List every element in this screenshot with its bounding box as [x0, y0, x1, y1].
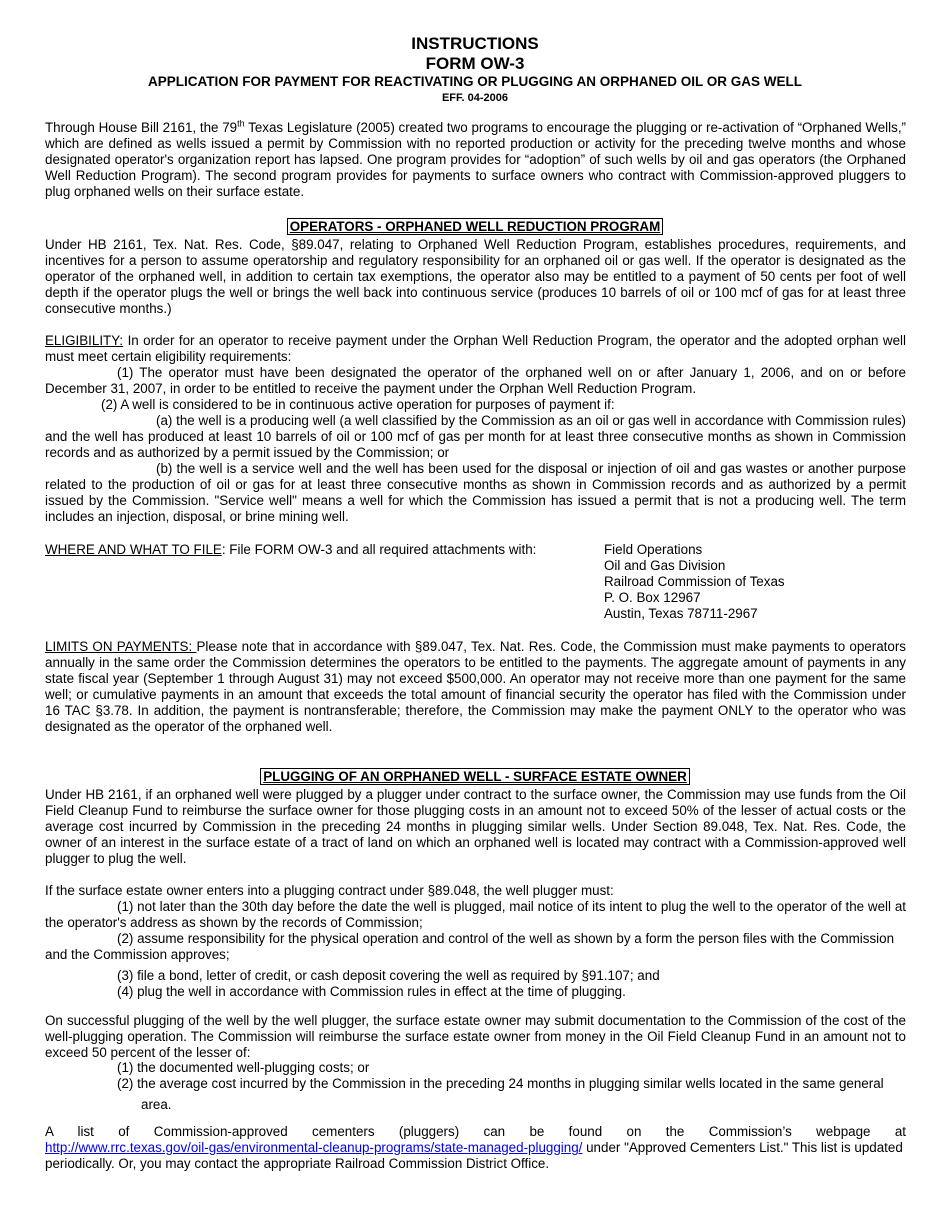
cementers-paragraph-end: [45, 1140, 911, 1172]
cementers-after-link: under "Approved Cementers List." This list is updated periodically. Or, you may contact the appropriate Railroad Commission District Office.: [45, 1140, 903, 1171]
eligibility-item-2: [45, 397, 906, 413]
intro-text-start: Through House Bill 2161, the 79: [45, 120, 238, 135]
eligibility-item-2-text: (2) A well is considered to be in continuous active operation for purposes of payment if:: [101, 397, 615, 412]
reimbursement-item-2-cont: area.: [141, 1097, 172, 1112]
operators-paragraph: Under HB 2161, Tex. Nat. Res. Code, §89.047, relating to Orphaned Well Reduction Program, establishes procedures, requirements, and incentives for a person to assume operatorship and regulatory responsibility for an orphaned oil or gas well. If the operator is designated as the operator of the orphaned well, in addition to certain tax exemptions, the operator also may be entitled to a payment of 50 cents per foot of well depth if the operator plugs the well or brings the well back into continuous service (produces 10 barrels of oil or 100 mcf of gas for at least three consecutive months.): [45, 237, 906, 316]
plugging-lead: If the surface estate owner enters into a plugging contract under §89.048, the well plugger must:: [45, 883, 614, 898]
intro-superscript: th: [237, 118, 245, 129]
intro-text-rest: Texas Legislature (2005) created two programs to encourage the plugging or re-activation of “Orphaned Wells,” which are defined as wells issued a permit by Commission with no reported production or activity for the preceding twelve months and whose designated operator's organization report has lapsed. One program provides for “adoption” of such wells by oil and gas operators (the Orphaned Well Reduction Program). The second program provides for payments to surface owners who contract with Commission-approved pluggers to plug orphaned wells on their surface estate.: [45, 120, 907, 199]
intro-paragraph: [45, 120, 906, 200]
plugging-paragraph: Under HB 2161, if an orphaned well were plugged by a plugger under contract to the surface owner, the Commission may use funds from the Oil Field Cleanup Fund to reimburse the surface owner for those plugging costs in an amount not to exceed 50% of the lesser of actual costs or the average cost incurred by Commission in the preceding 24 months in plugging similar wells. Under Section 89.048, Tex. Nat. Res. Code, the owner of an interest in the surface estate of a tract of land on which an orphaned well is located may contract with a Commission-approved well plugger to plug the well.: [45, 787, 906, 866]
eligibility-text: In order for an operator to receive payment under the Orphan Well Reduction Program, the operator and the adopted orphan well must meet certain eligibility requirements:: [45, 333, 906, 364]
plugging-item-2-text: (2) assume responsibility for the physical operation and control of the well as shown by a form the person files with the Commission and the Commission approves;: [45, 931, 895, 962]
eligibility-paragraph: [45, 333, 906, 365]
operators-heading: OPERATORS - ORPHANED WELL REDUCTION PROGRAM: [287, 218, 663, 235]
eligibility-item-1-text: (1) The operator must have been designated the operator of the orphaned well on or after January 1, 2006, and on or before December 31, 2007, in order to be entitled to receive the payment under the Orphan Well Reduction Program.: [45, 365, 906, 396]
address-line: Oil and Gas Division: [604, 558, 726, 573]
filing-address: [604, 542, 904, 622]
reimbursement-item-1: (1) the documented well-plugging costs; or: [117, 1060, 370, 1075]
address-line: Field Operations: [604, 542, 703, 557]
where-to-file-label: WHERE AND WHAT TO FILE: [45, 542, 222, 557]
cementers-webpage-link[interactable]: http://www.rrc.texas.gov/oil-gas/environmental-cleanup-programs/state-managed-plugging/: [45, 1140, 583, 1155]
limits-paragraph: [45, 639, 906, 735]
plugging-item-3: (3) file a bond, letter of credit, or cash deposit covering the well as required by §91.107; and: [117, 968, 660, 983]
eligibility-item-2b-text: (b) the well is a service well and the well has been used for the disposal or injection of oil and gas wastes or another purpose related to the production of oil or gas for at least three consecutive months as shown in Commission records and as authorized by a permit issued by the Commission. "Service well" means a well for which the Commission has issued a permit that is not a producing well. The term includes an injection, disposal, or brine mining well.: [45, 461, 906, 524]
eligibility-item-1: [45, 365, 906, 397]
where-to-file-text: : File FORM OW-3 and all required attachments with:: [221, 542, 537, 557]
cementers-list-text: A list of Commission-approved cementers (pluggers) can be found on the Commission’s webpage at: [45, 1124, 906, 1139]
plugging-item-1-text: (1) not later than the 30th day before the date the well is plugged, mail notice of its intent to plug the well to the operator of the well at the operator's address as shown by the records of Commission;: [45, 899, 906, 930]
doc-subtitle: APPLICATION FOR PAYMENT FOR REACTIVATING OR PLUGGING AN ORPHANED OIL OR GAS WELL: [147, 74, 802, 89]
form-number: FORM OW-3: [425, 54, 525, 73]
address-line: Austin, Texas 78711-2967: [604, 606, 758, 621]
where-to-file: [45, 542, 605, 558]
plugging-item-1: [45, 899, 906, 931]
eligibility-item-2a: [45, 413, 906, 461]
limits-label: LIMITS ON PAYMENTS:: [45, 639, 197, 654]
plugging-item-4: (4) plug the well in accordance with Commission rules in effect at the time of plugging.: [117, 984, 626, 999]
limits-text: Please note that in accordance with §89.047, Tex. Nat. Res. Code, the Commission must make payments to operators annually in the same order the Commission determines the operators to be entitled to the payments. The aggregate amount of payments in any state fiscal year (September 1 through August 31) may not exceed $500,000. An operator may not receive more than one payment for the same well; or cumulative payments in an amount that exceeds the total amount of financial security the operator has filed with the Commission under 16 TAC §3.78. In addition, the payment is nontransferable; therefore, the Commission may make the payment ONLY to the operator who was designated as the operator of the orphaned well.: [45, 639, 906, 734]
doc-title: INSTRUCTIONS: [411, 34, 539, 53]
plugging-item-2: [45, 931, 906, 963]
reimbursement-item-2: (2) the average cost incurred by the Commission in the preceding 24 months in plugging similar wells located in the same general: [117, 1076, 884, 1091]
address-line: P. O. Box 12967: [604, 590, 701, 605]
operators-heading-wrap: [0, 218, 950, 235]
eligibility-label: ELIGIBILITY:: [45, 333, 124, 348]
reimbursement-paragraph: On successful plugging of the well by the well plugger, the surface estate owner may submit documentation to the Commission of the cost of the well-plugging operation. The Commission will reimburse the surface estate owner from money in the Oil Field Cleanup Fund in an amount not to exceed 50 percent of the lesser of:: [45, 1013, 906, 1060]
address-line: Railroad Commission of Texas: [604, 574, 785, 589]
eligibility-item-2b: [45, 461, 906, 525]
effective-date: EFF. 04-2006: [441, 92, 509, 104]
eligibility-item-2a-text: (a) the well is a producing well (a well classified by the Commission as an oil or gas well in accordance with Commission rules) and the well has produced at least 10 barrels of oil or 100 mcf of gas per month for at least three consecutive months as shown in Commission records and as authorized by a permit issued by the Commission; or: [45, 413, 906, 460]
plugging-heading-wrap: [0, 768, 950, 785]
plugging-heading: PLUGGING OF AN ORPHANED WELL - SURFACE ESTATE OWNER: [260, 768, 690, 785]
